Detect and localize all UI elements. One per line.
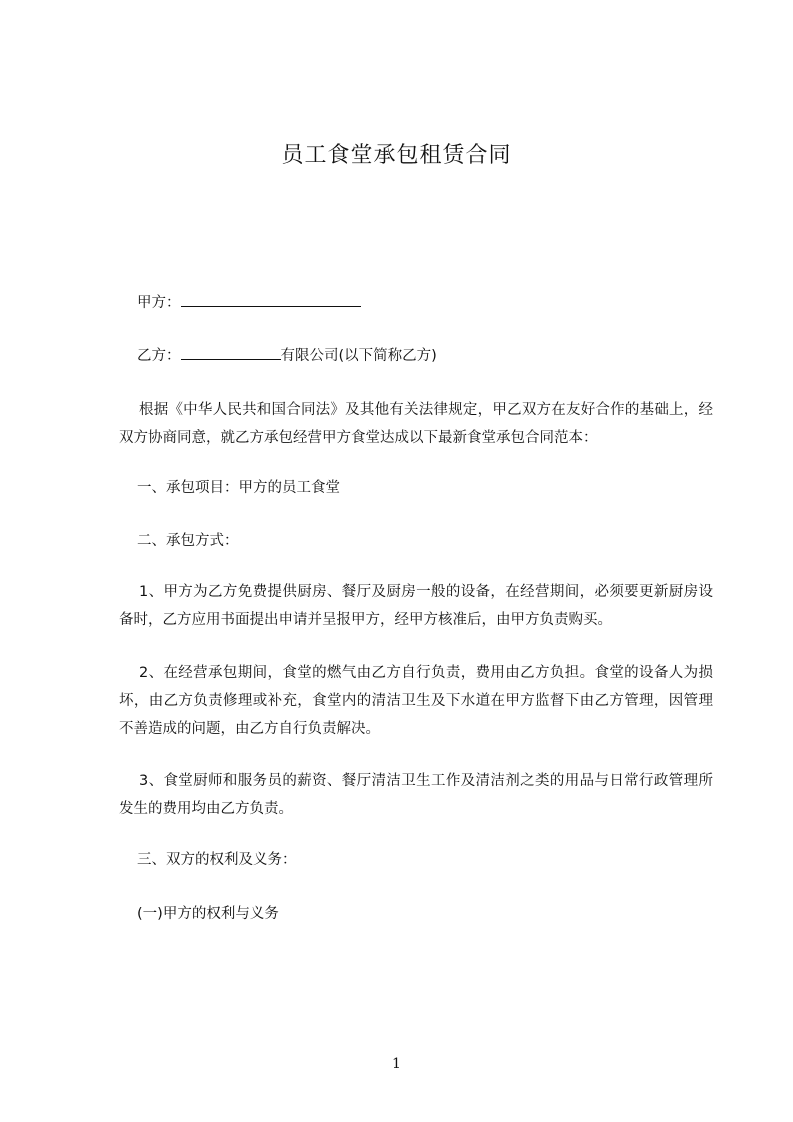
party-a-line xyxy=(119,291,361,313)
clause-3-paragraph: 3、食堂厨师和服务员的薪资、餐厅清洁卫生工作及清洁剂之类的用品与日常行政管理所发生的费用均由乙方负责。 xyxy=(119,773,713,817)
party-a-label: 甲方： xyxy=(137,295,181,311)
party-a-blank xyxy=(181,291,361,307)
clause-2-paragraph: 2、在经营承包期间，食堂的燃气由乙方自行负责，费用由乙方负担。食堂的设备人为损坏，由乙方负责修理或补充，食堂内的清洁卫生及下水道在甲方监督下由乙方管理，因管理不善造成的问题，由乙方自行负责解决。 xyxy=(119,665,713,737)
section-3-heading: 三、双方的权利及义务： xyxy=(137,852,297,868)
section-1-heading: 一、承包项目：甲方的员工食堂 xyxy=(137,480,340,496)
party-b-suffix: 有限公司(以下简称乙方) xyxy=(280,348,437,364)
document-title: 员工食堂承包租赁合同 xyxy=(281,143,512,168)
section-2-heading: 二、承包方式： xyxy=(137,533,239,549)
party-b-blank xyxy=(181,344,281,360)
clause-1-paragraph: 1、甲方为乙方免费提供厨房、餐厅及厨房一般的设备，在经营期间，必须要更新厨房设备时，乙方应用书面提出申请并呈报甲方，经甲方核准后，由甲方负责购买。 xyxy=(119,584,713,628)
preamble-paragraph: 根据《中华人民共和国合同法》及其他有关法律规定，甲乙双方在友好合作的基础上，经双方协商同意，就乙方承包经营甲方食堂达成以下最新食堂承包合同范本： xyxy=(119,402,713,446)
party-b-line xyxy=(119,344,437,366)
page-number: 1 xyxy=(392,1056,401,1072)
subsection-1-heading: (一)甲方的权利与义务 xyxy=(137,906,279,922)
party-b-label: 乙方： xyxy=(137,348,181,364)
